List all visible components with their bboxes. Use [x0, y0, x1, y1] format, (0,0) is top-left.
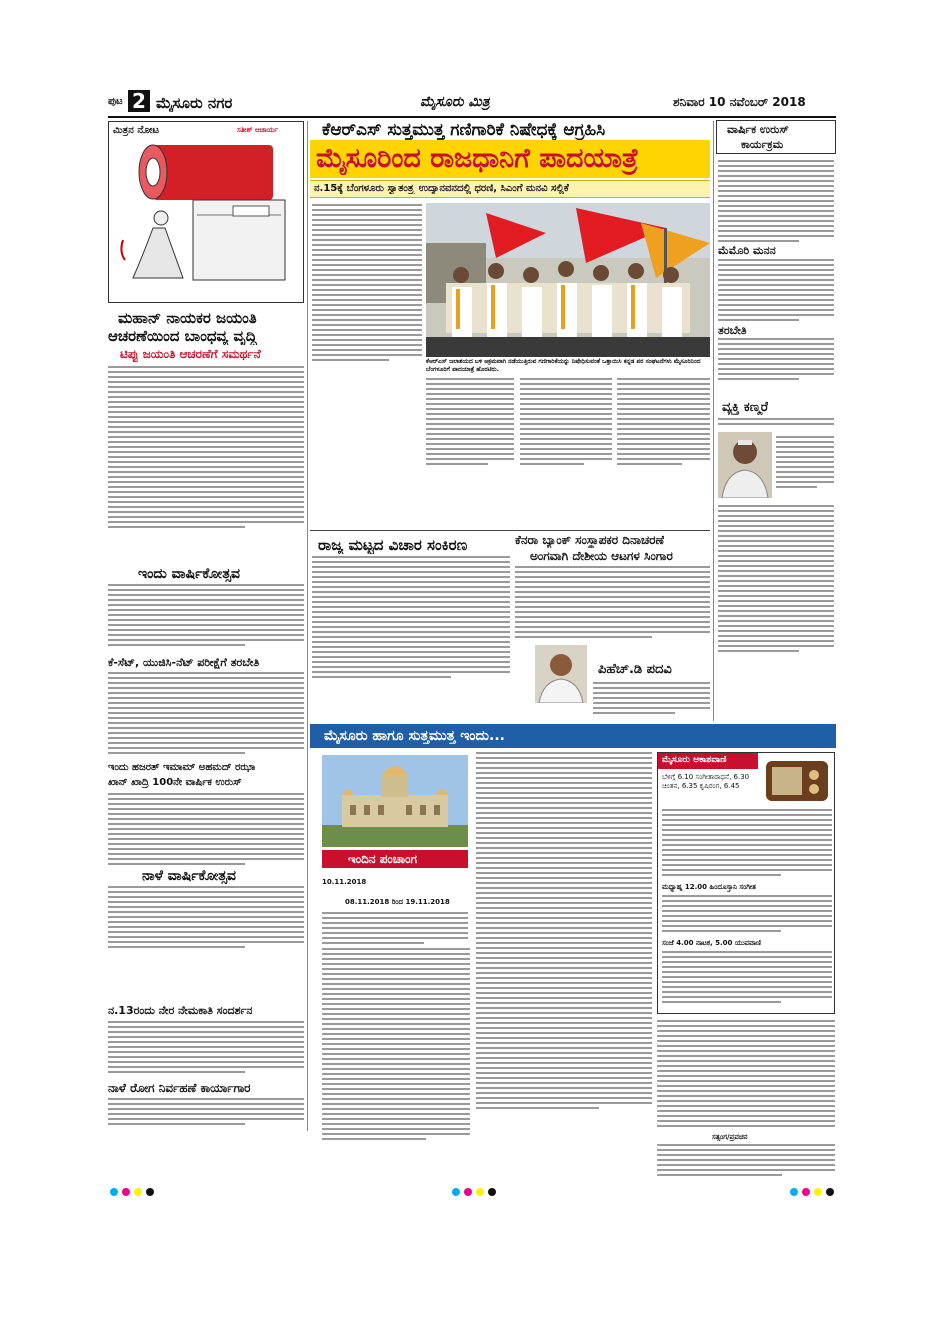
brief2-title: ತರಬೇತಿ	[718, 324, 747, 337]
left-story6-body	[108, 1021, 304, 1076]
left-story2-body	[108, 584, 304, 649]
lead-body-col1	[312, 204, 422, 364]
panchanga-date: 10.11.2018	[322, 878, 367, 886]
lead-photo	[426, 203, 710, 357]
lead-kicker: ಕೆಆರ್‌ಎಸ್ ಸುತ್ತಮುತ್ತ ಗಣಿಗಾರಿಕೆ ನಿಷೇಧಕ್ಕೆ ಆಗ್ರಹಿಸಿ	[322, 120, 606, 140]
phd-portrait	[535, 645, 587, 703]
brief1-title: ಮೆಮೊರಿ ಮನನ	[718, 244, 776, 257]
events-col-c	[657, 1020, 835, 1130]
left-story1-headline-a: ಮಹಾನ್ ನಾಯಕರ ಜಯಂತಿ	[118, 309, 257, 327]
radio-body-c	[662, 951, 832, 1006]
column-rule-left	[307, 121, 308, 1131]
panchanga-title: ಇಂದಿನ ಪಂಚಾಂಗ	[348, 852, 417, 866]
center-story1-body	[312, 556, 510, 681]
lead-subhead-band	[310, 180, 710, 198]
brief1-body	[718, 259, 834, 324]
panchanga-range: 08.11.2018 ರಿಂದ 19.11.2018	[345, 898, 450, 906]
section-name: ಮೈಸೂರು ನಗರ	[156, 94, 233, 112]
left-story3-headline: ಕೆ-ಸೆಟ್, ಯುಜಿಸಿ-ನೆಟ್ ಪರೀಕ್ಷೆಗೆ ತರಬೇತಿ	[108, 656, 260, 669]
today-banner	[310, 724, 836, 748]
left-story7-body	[108, 1098, 304, 1128]
radio-line2: ಮಧ್ಯಾಹ್ನ 12.00 ಹಿಂದೂಸ್ತಾನಿ ಸಂಗೀತ	[662, 883, 756, 891]
center-story3-headline: ಪಿಹೆಚ್.ಡಿ ಪದವಿ	[598, 662, 672, 677]
left-story5-body	[108, 886, 304, 951]
today-banner-title: ಮೈಸೂರು ಹಾಗೂ ಸುತ್ತಮುತ್ತ ಇಂದು...	[324, 728, 505, 744]
page-number: 2	[128, 90, 150, 112]
cartoon-title: ಮಿತ್ರನ ನೋಟ	[113, 125, 160, 136]
lead-body-col3	[520, 378, 612, 468]
events-col-a	[322, 948, 470, 1143]
left-story3-body	[108, 672, 304, 757]
radio-box	[657, 752, 835, 1014]
left-story1-body	[108, 366, 304, 531]
registration-marks-left	[110, 1188, 170, 1198]
issue-date: ಶನಿವಾರ 10 ನವೆಂಬರ್ 2018	[673, 95, 806, 109]
page-label: ಪುಟ	[108, 96, 123, 107]
radio-body-a	[662, 809, 832, 879]
satsanga-body	[657, 1144, 835, 1179]
radio-line1: ಬೆಳಿಗ್ಗೆ 6.10 ಸಂಗೀತಾರಾಧನೆ, 6.30 ಚಿಂತನ, 6.35 ಕೃಷಿರಂಗ, 6.45	[662, 773, 750, 790]
mysore-palace-photo	[322, 755, 468, 847]
cartoon-drawing	[113, 140, 299, 300]
urs-body	[718, 160, 834, 245]
column-rule-right	[713, 121, 714, 721]
events-col-b	[476, 752, 652, 1112]
panchanga-body	[322, 912, 468, 947]
left-story6-headline: ನ.13ರಂದು ನೇರ ನೇಮಕಾತಿ ಸಂದರ್ಶನ	[108, 1004, 253, 1017]
missing-person-title: ವ್ಯಕ್ತಿ ಕಣ್ಮರೆ	[722, 400, 769, 415]
radio-line3: ಸಂಜೆ 4.00 ನಾಟಕ, 5.00 ಯುವವಾಣಿ	[662, 939, 761, 947]
radio-title: ಮೈಸೂರು ಆಕಾಶವಾಣಿ	[662, 755, 727, 765]
registration-marks-right	[790, 1188, 850, 1198]
center-story2-headline-a: ಕೆನರಾ ಬ್ಯಾಂಕ್ ಸಂಸ್ಥಾಪಕರ ದಿನಾಚರಣೆ	[515, 533, 665, 547]
lead-body-col2	[426, 378, 514, 468]
page-masthead	[108, 89, 836, 113]
missing-person-photo	[718, 432, 772, 498]
center-story1-headline: ರಾಜ್ಯ ಮಟ್ಟದ ವಿಚಾರ ಸಂಕಿರಣ	[318, 536, 468, 554]
left-story4-body	[108, 793, 304, 868]
left-story1-subhead: ಟಿಪ್ಪು ಜಯಂತಿ ಆಚರಣೆಗೆ ಸಮರ್ಥನೆ	[120, 347, 261, 361]
satsanga-heading: ಸತ್ಸಂಗ/ಪ್ರವಚನ	[712, 1133, 748, 1141]
urs-title-a: ವಾರ್ಷಿಕ ಉರುಸ್	[727, 123, 789, 136]
left-story2-headline: ಇಂದು ವಾರ್ಷಿಕೋತ್ಸವ	[138, 566, 240, 582]
radio-icon	[764, 757, 830, 803]
lead-photo-caption: ಕೆಆರ್‌ಎಸ್ ಜಲಾಶಯದ ಬಳಿ ಅಕ್ರಮವಾಗಿ ನಡೆಯುತ್ತಿರುವ ಗಣಿಗಾರಿಕೆಯನ್ನು ನಿಷೇಧಿಸುವಂತೆ ಒತ್ತಾಯಿಸಿ ಕನ್ನಡ ಪರ ಸಂಘಟನೆಗಳು ಮೈಸೂರಿನಿಂದ ಬೆಂಗಳೂರಿಗೆ ಪಾದಯಾತ್ರೆ ಹೊರಟಿರು.	[426, 358, 701, 373]
lead-body-col4	[617, 378, 710, 468]
missing-person-side	[776, 436, 834, 491]
center-story2-body	[515, 566, 710, 641]
radio-body-b	[662, 895, 832, 935]
radio-title-band	[658, 753, 758, 769]
lead-bottom-rule	[310, 530, 710, 531]
urs-box	[716, 120, 836, 154]
missing-person-intro	[718, 418, 834, 428]
cartoon-box	[108, 121, 304, 303]
left-story4-headline-a: ಇಂದು ಹಜರತ್ ಇಮಾಮ್ ಅಹಮದ್ ರಝಾ	[108, 762, 256, 773]
lead-headline-band	[310, 140, 710, 178]
center-story2-headline-b: ಅಂಗವಾಗಿ ದೇಶೀಯ ಆಟಗಳ ಸಿಂಗಾರ	[530, 549, 673, 563]
urs-title-b: ಕಾರ್ಯಕ್ರಮ	[741, 138, 784, 151]
panchanga-band	[322, 850, 468, 868]
masthead-rule	[108, 116, 836, 118]
cartoon-artist: ಸತೀಶ್ ಆಚಾರ್ಯ	[237, 126, 278, 134]
paper-name: ಮೈಸೂರು ಮಿತ್ರ	[420, 94, 490, 110]
left-story1-headline-b: ಆಚರಣೆಯಿಂದ ಬಾಂಧವ್ಯ ವೃದ್ಧಿ	[108, 327, 257, 345]
left-story5-headline: ನಾಳೆ ವಾರ್ಷಿಕೋತ್ಸವ	[142, 868, 237, 884]
registration-marks-center	[452, 1188, 512, 1198]
missing-person-body	[718, 505, 834, 655]
center-story3-body	[593, 682, 710, 717]
left-story4-headline-b: ಖಾನ್ ಖಾದ್ರಿ 100ನೇ ವಾರ್ಷಿಕ ಉರುಸ್	[108, 777, 242, 788]
left-story7-headline: ನಾಳೆ ರೋಗ ನಿರ್ವಹಣೆ ಕಾರ್ಯಾಗಾರ	[108, 1081, 251, 1095]
lead-subhead: ನ.15ಕ್ಕೆ ಬೆಂಗಳೂರು ಸ್ವಾತಂತ್ರ್ಯ ಉದ್ಯಾನವನದಲ್ಲಿ ಧರಣಿ, ಸಿಎಂಗೆ ಮನವಿ ಸಲ್ಲಿಕೆ	[314, 183, 569, 194]
brief2-body	[718, 338, 834, 383]
lead-headline: ಮೈಸೂರಿಂದ ರಾಜಧಾನಿಗೆ ಪಾದಯಾತ್ರೆ	[316, 143, 639, 174]
